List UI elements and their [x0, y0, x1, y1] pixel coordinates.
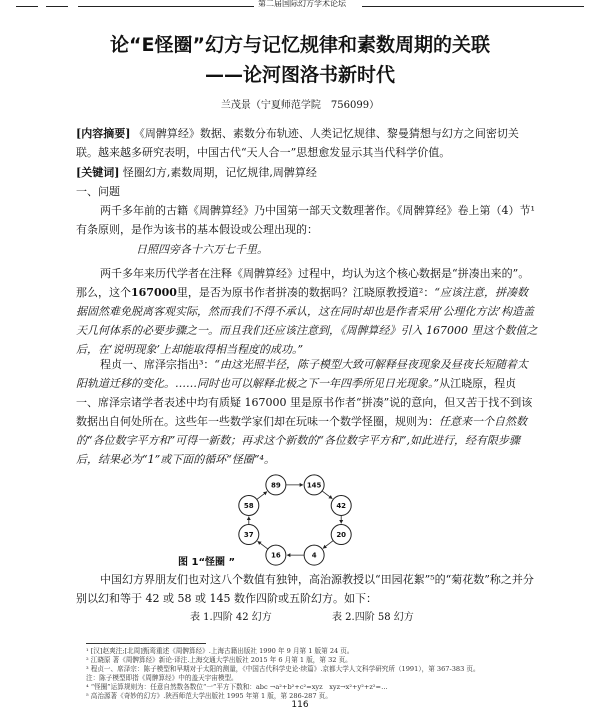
footnote-3-note: 注：陈子模型即指《周髀算经》中的盖天宇宙模型。: [86, 674, 238, 682]
cycle-node-label-7: 58: [243, 502, 254, 511]
cycle-arrowhead-0: [300, 483, 304, 487]
running-header: [0, 0, 600, 12]
paper-subtitle: ——论河图洛书新时代: [204, 64, 395, 86]
footnote-5: ⁵ 高治源著《奇妙的幻方》.陕西师范大学出版社 1995 年第 1 版，第 286-287 页。: [86, 692, 332, 700]
cycle-node-label-1: 145: [306, 481, 322, 490]
p2-quote: “应该注意，拼凑数据固然难免脱离客观实际，然而我们不得不承认，这在同时却也是作者采用‘公理化方法’构造盖天几何体系的必要步骤之一。而且我们还应该注意到，《周髀算经》引入 167000 里这个数值之后，在‘说明现象’上却能取得相当程度的成功。”: [76, 286, 538, 356]
table-1-caption: 表 1.四阶 42 幻方: [190, 612, 272, 623]
table-2-caption: 表 2.四阶 58 幻方: [332, 612, 414, 623]
cycle-node-label-3: 20: [336, 531, 347, 540]
paper-title: 论“E怪圈”幻方与记忆规律和素数周期的关联: [110, 34, 490, 56]
paragraph-2: [76, 264, 538, 359]
header-rule-left: [16, 6, 38, 7]
section-heading: 一、问题: [76, 185, 120, 198]
paragraph-4: 中国幻方界朋友们也对这八个数值有独钟，高治源教授以“田园花絮”⁵的“菊花数”称之并分别以幻和等于 42 或 58 或 145 数作四阶或五阶幻方。如下：: [76, 573, 534, 605]
abstract-label: [内容摘要]: [76, 127, 131, 140]
page-number: 116: [291, 700, 309, 710]
cycle-node-label-4: 4: [311, 551, 317, 560]
cycle-node-label-5: 16: [270, 551, 281, 560]
keywords-text: 怪圈幻方,素数周期，记忆规律,周髀算经: [122, 166, 317, 179]
paragraph-1: 两千多年前的古籍《周髀算经》乃中国第一部天文数理著作。《周髀算经》卷上第（4）节¹有条原则，是作为该书的基本假设或公理出现的：: [76, 204, 535, 236]
p3-text-c: 从江晓原，程贞一、席泽宗诸学者表述中均有质疑 167000 里是原书作者“拼凑”说的意向，但又苦于找不到该数据出自何处所在。这些年一些数学家们却在玩味一个数学怪圈，规则为：: [76, 377, 533, 428]
abstract: [76, 124, 538, 162]
p2-text-b: 里，是否为原书作者拼凑的数据吗？江晓原教授道²：: [176, 286, 435, 299]
author-line: 兰茂景（宁夏师范学院 756099）: [220, 100, 380, 111]
keywords: [76, 163, 538, 182]
cycle-node-label-2: 42: [336, 502, 347, 511]
cycle-arrowhead-3: [323, 545, 327, 549]
cycle-arrowhead-4: [287, 553, 291, 557]
footnote-4: ⁴ “怪圈”运算规则为：任意自然数各数位“一”平方下数和：abc →a²+b²+c²=xyz xyz→x²+y²+z²=…: [86, 683, 388, 691]
cycle-arrows: [247, 483, 343, 557]
header-rule-left-2: [46, 6, 68, 7]
footnote-2: ² 江晓原 著《周髀算经》新论·译注.上海交通大学出版社 2015 年 6 月第 1 版，第 32 页。: [86, 656, 352, 664]
classic-quote: 日照四旁各十六万七千里。: [136, 243, 268, 256]
cycle-node-label-0: 89: [270, 481, 281, 490]
keywords-label: [关键词]: [76, 166, 120, 179]
footnote-1: ¹ [汉]赵爽注;[北周]甄鸾重述《周髀算经》.上海古籍出版社 1990 年 9 月第 1 版第 24 页。: [86, 647, 354, 655]
cycle-arrowhead-1: [328, 495, 332, 499]
cycle-arrowhead-7: [263, 492, 267, 496]
cycle-arrowhead-5: [258, 541, 262, 545]
cycle-arrowhead-2: [339, 520, 343, 524]
paragraph-3: [76, 355, 538, 469]
p2-number: 167000: [131, 286, 177, 299]
cycle-nodes: [239, 475, 351, 565]
cycle-node-label-6: 37: [243, 531, 254, 540]
footnote-rule: [86, 643, 206, 644]
header-rule-right: [362, 6, 584, 7]
header-rule-mid: [78, 6, 254, 7]
abstract-text: 《周髀算经》数据、素数分布轨迹、人类记忆规律、黎曼猜想与幻方之间密切关联。越来越多研究表明，中国古代“天人合一”思想愈发显示其当代科学价值。: [76, 127, 519, 159]
figure-caption: 图 1“怪圈 ”: [178, 557, 236, 568]
p2-text-a: 两千多年来历代学者在注释《周髀算经》过程中，均认为这个核心数据是“拼凑出来的”。 那么，这个: [76, 267, 530, 299]
cycle-arrowhead-6: [247, 516, 251, 520]
p3-quote: “由这光照半径，陈子模型大致可解释昼夜现象及昼夜长短随着太阳轨道迁移的变化。……同时也可以解释北极之下一年四季所见日光现象。”: [76, 358, 529, 390]
figure-cycle-diagram: [220, 470, 370, 570]
running-title: 第二届国际幻方学术论坛: [258, 0, 346, 8]
p3-text-a: 程贞一、席泽宗指出³：: [100, 358, 215, 371]
p3-rule: 任意来一个自然数的“各位数字平方和”可得一新数；再求这个新数的“各位数字平方和”,如此进行，经有限步骤后，结果必为“1”或下面的循环“怪圈”⁴。: [76, 415, 527, 466]
footnote-3: ³ 程贞一、席泽宗：陈子模型和早期对于太阳的测量，《中国古代科学史论·续篇》.京都大学人文科学研究所（1991），第 367-383 页。: [86, 665, 480, 673]
